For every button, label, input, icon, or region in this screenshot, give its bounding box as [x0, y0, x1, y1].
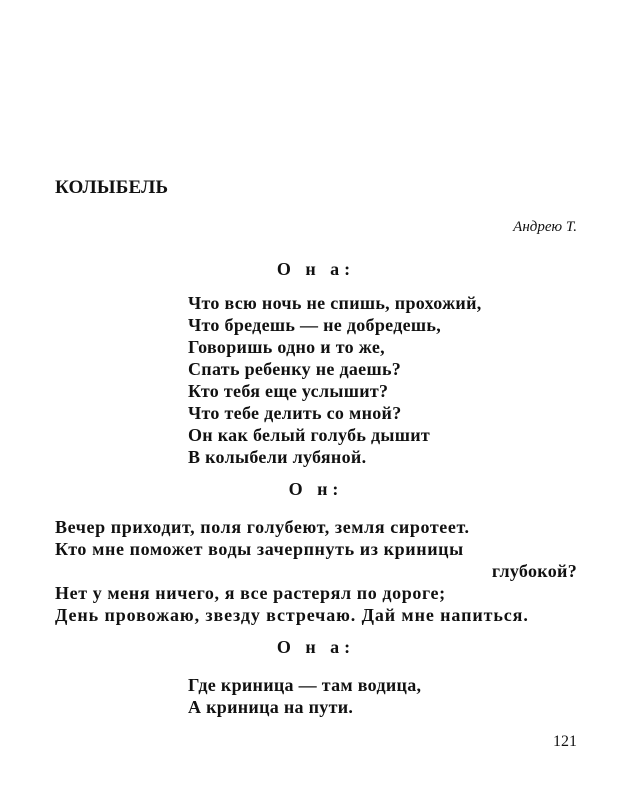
verse-line: Кто тебя еще услышит? [188, 381, 389, 401]
verse-line: Он как белый голубь дышит [188, 425, 431, 445]
verse-line: Говоришь одно и то же, [188, 337, 385, 357]
speaker-heading: О н: [288, 479, 344, 499]
verse-line: Где криница — там водица, [188, 675, 422, 695]
speaker-heading: О н а: [276, 259, 356, 279]
poem-title: КОЛЫБЕЛЬ [55, 177, 169, 198]
verse-line: В колыбели лубяной. [188, 447, 367, 467]
verse-line-continuation: глубокой? [491, 561, 577, 581]
dedication: Андрею Т. [513, 219, 577, 235]
verse-line: Что тебе делить со мной? [188, 403, 402, 423]
verse-line: Нет у меня ничего, я все растерял по дороге; [55, 583, 446, 603]
verse-line: А криница на пути. [188, 697, 354, 717]
verse-line: Что бредешь — не добредешь, [188, 315, 442, 335]
verse-line: Что всю ночь не спишь, прохожий, [188, 293, 482, 313]
verse-line: Кто мне поможет воды зачерпнуть из криницы [55, 539, 464, 559]
stanza-1 [188, 292, 482, 468]
speaker-heading: О н а: [276, 637, 356, 657]
stanza-3 [188, 674, 421, 718]
verse-line: Вечер приходит, поля голубеют, земля сиротеет. [55, 517, 470, 537]
verse-line: День провожаю, звезду встречаю. Дай мне напиться. [55, 605, 529, 625]
stanza-2 [55, 516, 577, 626]
page-number: 121 [553, 733, 577, 750]
verse-line: Спать ребенку не даешь? [188, 359, 402, 379]
